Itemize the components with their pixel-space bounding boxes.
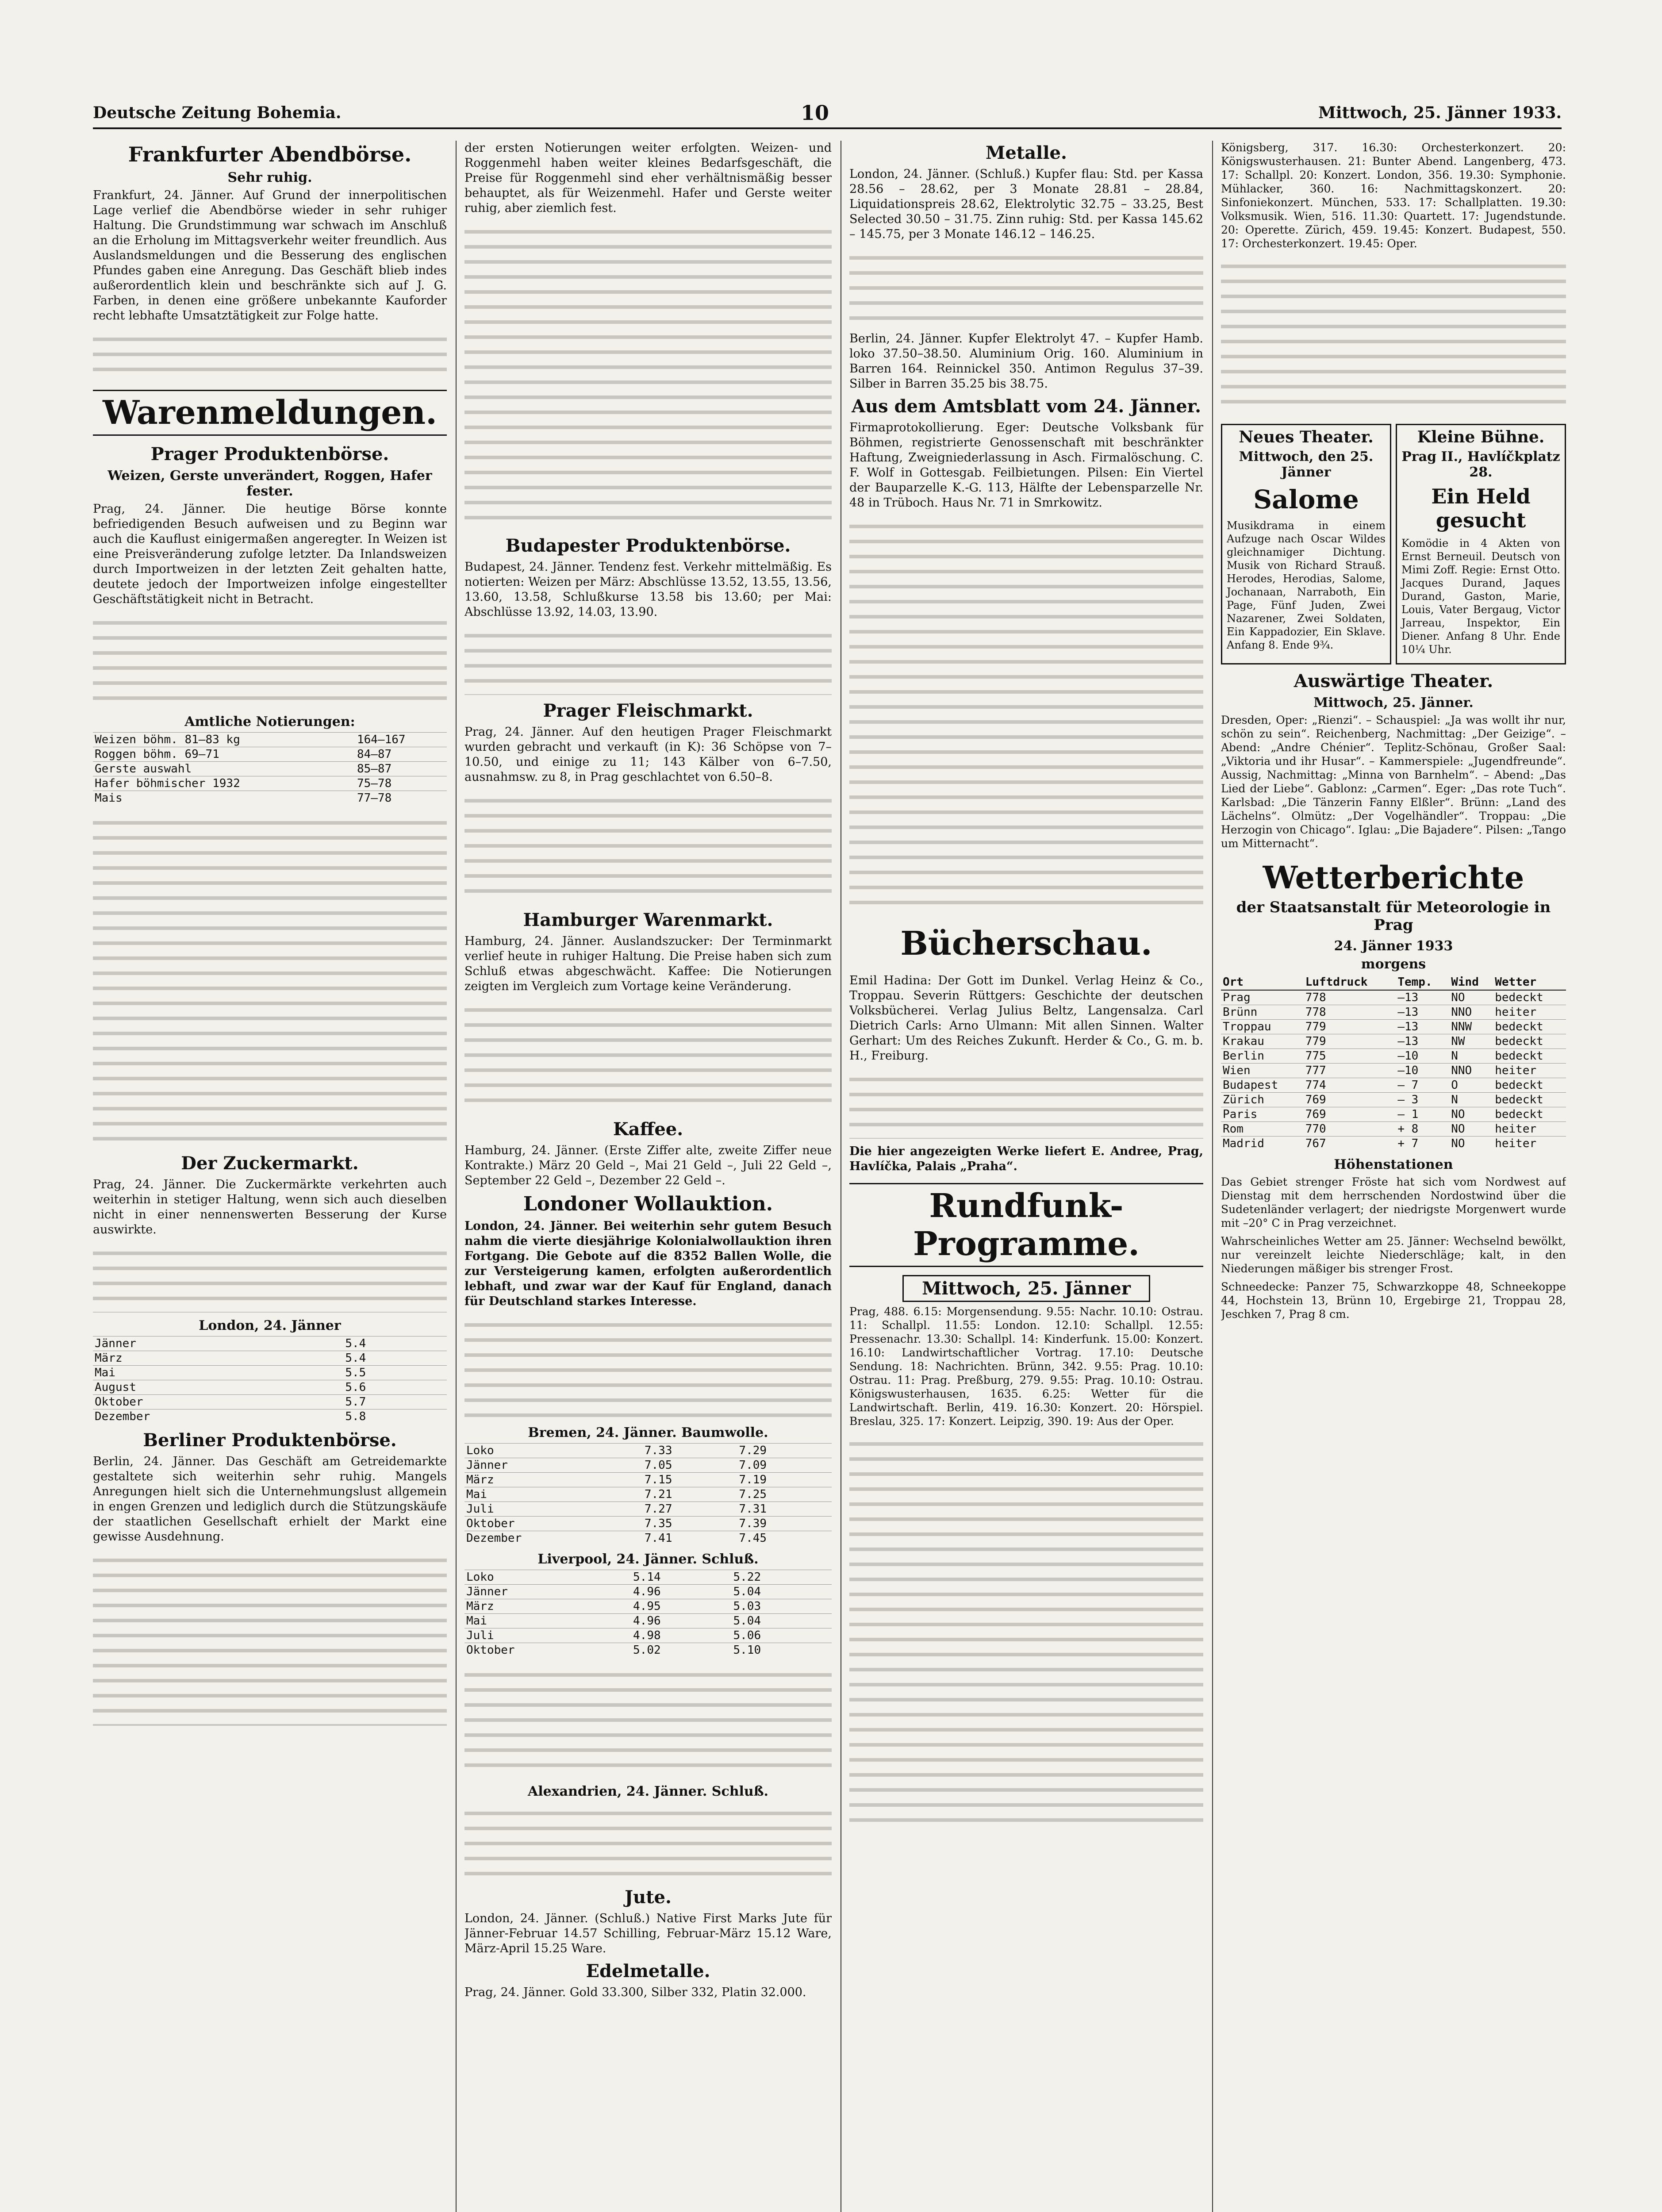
table-cell: 5.7 — [343, 1395, 447, 1409]
table-cell: –10 — [1396, 1049, 1449, 1064]
table-cell: 77–78 — [355, 791, 447, 806]
prager-produktenboerse-sub: Weizen, Gerste unverändert, Roggen, Hafer fester. — [107, 468, 432, 499]
berliner-produktenboerse-article: Berlin, 24. Jänner. Das Geschäft am Getreidemarkte gestaltete sich weiterhin sehr ruhig. Mangels Anregungen hielt sich die Unternehmungslust allgemein in engen Grenzen und lediglich durch die Stützungskäufe der staatlichen Gesellschaft erhielt der Markt eine gewisse Ausdehnung. — [93, 1455, 447, 1544]
table-cell: 5.04 — [732, 1585, 832, 1599]
table-cell: 770 — [1304, 1122, 1396, 1137]
table-cell: 7.15 — [643, 1473, 737, 1487]
table-cell: Loko — [464, 1444, 643, 1458]
table-cell: 7.33 — [643, 1444, 737, 1458]
metalle-heading: Metalle. — [986, 142, 1067, 163]
table-row — [464, 1643, 832, 1658]
radio-programme-continued: Königsberg, 317. 16.30: Orchesterkonzert. 20: Königswusterhausen. 21: Bunter Abend. Langenberg, 473. 17: Schallpl. 20: Konzert. London, 356. 19.30: Symphonie. Mühlacker, 360. 16: Nachmittagskonzert. 20: Sinfoniekonzert. München, 533. 17: Schallplatten. 19.30: Volksmusik. Wien, 516. 11.30: Quartett. 17: Jugendstunde. 20: Operette. Zürich, 459. 19.45: Konzert. Budapest, 550. 17: Orchesterkonzert. 19.45: Oper. — [1221, 141, 1566, 250]
table-cell: Roggen böhm. 69–71 — [93, 747, 355, 762]
table-row — [464, 1628, 832, 1643]
table-row — [1221, 1107, 1566, 1122]
table-cell: 7.41 — [643, 1531, 737, 1546]
table-row — [464, 1458, 832, 1473]
text-block — [93, 611, 447, 709]
frankfurt-heading: Frankfurter Abendbörse. — [128, 142, 412, 166]
table-cell: Loko — [464, 1570, 631, 1585]
table-cell: heiter — [1493, 1064, 1566, 1078]
table-cell: 5.02 — [631, 1643, 731, 1658]
budapest-article: Budapest, 24. Jänner. Tendenz fest. Verkehr mittelmäßig. Es notierten: Weizen per März: Abschlüsse 13.52, 13.55, 13.56, 13.60, 13.58, Schlußkurse 13.58 bis 13.60; per Mai: Abschlüsse 13.92, 14.03, 13.90. — [464, 560, 832, 619]
budapest-heading: Budapester Produktenbörse. — [505, 535, 791, 556]
table-row — [464, 1614, 832, 1628]
table-cell: 5.10 — [732, 1643, 832, 1658]
table-header-row — [1221, 975, 1566, 990]
table-cell: O — [1449, 1078, 1493, 1093]
table-row — [464, 1487, 832, 1502]
table-cell: Brünn — [1221, 1005, 1304, 1020]
table-cell: 5.5 — [343, 1366, 447, 1380]
text-block — [93, 1549, 447, 1726]
table-cell: 778 — [1304, 1005, 1396, 1020]
table-cell: –10 — [1396, 1064, 1449, 1078]
continued-article: der ersten Notierungen weiter erfolgten. Weizen- und Roggenmehl haben weiter kleines Bedarfsgeschäft, die Preise für Roggenmehl sind eher verhältnismäßig besser behauptet, als für Weizenmehl. Hafer und Gerste weiter ruhig, aber ziemlich fest. — [464, 141, 832, 215]
kaffee-article: Hamburg, 24. Jänner. (Erste Ziffer alte, zweite Ziffer neue Kontrakte.) März 20 Geld –, Mai 21 Geld –, Juli 22 Geld –, September 22 Geld –, Dezember 22 Geld –. — [464, 1144, 832, 1187]
table-cell: NNO — [1449, 1005, 1493, 1020]
table-row — [464, 1502, 832, 1517]
table-cell: Oktober — [464, 1517, 643, 1531]
column-3 — [849, 141, 1203, 2212]
table-cell: 5.04 — [732, 1614, 832, 1628]
table-cell: – 3 — [1396, 1093, 1449, 1107]
page-number: 10 — [801, 101, 829, 125]
table-cell: 7.25 — [737, 1487, 832, 1502]
bremen-cotton-table — [464, 1443, 832, 1545]
table-cell: 5.6 — [343, 1380, 447, 1395]
table-row — [93, 1409, 447, 1424]
table-cell: Juli — [464, 1628, 631, 1643]
table-cell: Oktober — [464, 1643, 631, 1658]
weather-subheading: der Staatsanstalt für Meteorologie in Prag — [1236, 899, 1551, 934]
kleine-buehne-show: Ein Held gesucht — [1431, 484, 1531, 532]
frankfurt-article: Frankfurt, 24. Jänner. Auf Grund der innerpolitischen Lage verlief die Abendbörse wieder in sehr ruhiger Haltung. Die Grundstimmung war schwach im Anschluß an die Erholung im Mittagsverkehr weiter freundlich. Aus Auslandsmeldungen und die Besserung des englischen Pfundes gaben eine Anregung. Das Geschäft blieb indes außerordentlich klein und beschränkte sich auf J. G. Farben, in denen eine größere unbekannte Kauforder recht lebhafte Umsatztätigkeit zur Folge hatte. — [93, 188, 447, 323]
rundfunk-programme: Prag, 488. 6.15: Morgensendung. 9.55: Nachr. 10.10: Ostrau. 11: Schallpl. 11.55: London. 12.10: Schallpl. 12.55: Pressenachr. 13.30: Schallpl. 14: Kinderfunk. 15.00: Konzert. 16.10: Landwirtschaftlicher Vortrag. 17.10: Deutsche Sendung. 18: Nachrichten. Brünn, 342. 9.55: Prag. 10.10: Ostrau. 11: Prag. Preßburg, 279. 9.55: Prag. 10.10: Ostrau. Königswusterhausen, 1635. 6.25: Wetter für die Landwirtschaft. Berlin, 419. 16.30: Konzert. 20: Hörspiel. Breslau, 325. 17: Konzert. Leipzig, 390. 19: Aus der Oper. — [849, 1305, 1203, 1428]
table-cell: August — [93, 1380, 343, 1395]
buecherschau-note: Die hier angezeigten Werke liefert E. Andree, Prag, Havlíčka, Palais „Praha“. — [849, 1144, 1203, 1173]
table-cell: NNW — [1449, 1020, 1493, 1034]
liverpool-cotton-table — [464, 1570, 832, 1657]
weather-date: 24. Jänner 1933 — [1334, 938, 1453, 954]
table-cell: –13 — [1396, 1020, 1449, 1034]
rundfunk-heading: Rundfunk-Programme. — [849, 1183, 1203, 1267]
table-cell: 4.96 — [631, 1614, 731, 1628]
table-cell: 769 — [1304, 1093, 1396, 1107]
newspaper-name: Deutsche Zeitung Bohemia. — [93, 104, 342, 122]
table-cell: bedeckt — [1493, 1078, 1566, 1093]
table-row — [464, 1444, 832, 1458]
table-block — [464, 1663, 832, 1778]
neues-theater-date: Mittwoch, den 25. Jänner — [1239, 449, 1374, 480]
issue-date: Mittwoch, 25. Jänner 1933. — [1318, 104, 1562, 122]
table-cell: Prag — [1221, 990, 1304, 1005]
column-divider — [456, 141, 457, 2212]
table-cell: 774 — [1304, 1078, 1396, 1093]
table-cell: Budapest — [1221, 1078, 1304, 1093]
table-cell: 4.96 — [631, 1585, 731, 1599]
prager-produktenboerse-article: Prag, 24. Jänner. Die heutige Börse konnte befriedigenden Besuch aufweisen und zu Beginn war auch die Kauflust einigermaßen angeregter. In Weizen ist eine Preisveränderung zufolge letzter. Da Inlandsweizen durch Importweizen in der letzten Zeit gehalten hatte, deutete jedoch der Importweizen infolge eingestellter Geschäftstätigkeit nicht in Betracht. — [93, 502, 447, 606]
table-cell: Madrid — [1221, 1137, 1304, 1151]
weather-time: morgens — [1361, 956, 1426, 972]
table-cell: Troppau — [1221, 1020, 1304, 1034]
table-row — [464, 1585, 832, 1599]
neues-theater — [1221, 424, 1391, 664]
table-row — [464, 1570, 832, 1585]
table-cell: 7.29 — [737, 1444, 832, 1458]
table-cell: 5.14 — [631, 1570, 731, 1585]
column-1 — [93, 141, 447, 2212]
table-row — [93, 1336, 447, 1351]
table-row — [1221, 1093, 1566, 1107]
table-cell: + 8 — [1396, 1122, 1449, 1137]
table-cell: 75–78 — [355, 776, 447, 791]
table-cell: März — [464, 1599, 631, 1614]
table-cell: bedeckt — [1493, 1034, 1566, 1049]
table-cell: Zürich — [1221, 1093, 1304, 1107]
text-block — [849, 246, 1203, 326]
table-cell: 769 — [1304, 1107, 1396, 1122]
table-cell: Mai — [464, 1487, 643, 1502]
table-cell: –13 — [1396, 1034, 1449, 1049]
column-header: Temp. — [1396, 975, 1449, 990]
table-row — [93, 776, 447, 791]
zuckermarkt-article: Prag, 24. Jänner. Die Zuckermärkte verkehrten auch weiterhin in stetiger Haltung, wenn sich auch dieselben nicht in einer nennenswerten Besserung der Kurse auswirkte. — [93, 1178, 447, 1237]
auswaertige-theater-heading: Auswärtige Theater. — [1294, 671, 1493, 691]
table-cell: Krakau — [1221, 1034, 1304, 1049]
text-block — [849, 515, 1203, 913]
berlin-metalle-article: Berlin, 24. Jänner. Kupfer Elektrolyt 47. – Kupfer Hamb. loko 37.50–38.50. Aluminium Orig. 160. Aluminium in Barren 164. Reinnickel 350. Antimon Regulus 37–39. Silber in Barren 35.25 bis 38.75. — [849, 332, 1203, 391]
table-block — [464, 1802, 832, 1882]
table-cell: bedeckt — [1493, 990, 1566, 1005]
column-2 — [464, 141, 832, 2212]
table-cell: 164–167 — [355, 733, 447, 747]
table-row — [93, 762, 447, 776]
table-cell: –13 — [1396, 990, 1449, 1005]
table-cell: 7.31 — [737, 1502, 832, 1517]
kleine-buehne-title: Kleine Bühne. — [1417, 428, 1545, 446]
text-block — [1221, 255, 1566, 414]
table-cell: NO — [1449, 1137, 1493, 1151]
column-header: Wind — [1449, 975, 1493, 990]
table-row — [1221, 1122, 1566, 1137]
edelmetalle-heading: Edelmetalle. — [586, 1961, 710, 1982]
table-row — [93, 733, 447, 747]
table-cell: Jänner — [464, 1458, 643, 1473]
price-list-block — [93, 811, 447, 1148]
table-row — [464, 1473, 832, 1487]
prager-produktenboerse-heading: Prager Produktenbörse. — [150, 444, 389, 465]
table-cell: Mai — [93, 1366, 343, 1380]
neues-theater-title: Neues Theater. — [1239, 428, 1374, 446]
edelmetalle-article: Prag, 24. Jänner. Gold 33.300, Silber 332, Platin 32.000. — [464, 1985, 806, 1999]
table-cell: – 1 — [1396, 1107, 1449, 1122]
bremen-heading: Bremen, 24. Jänner. Baumwolle. — [528, 1425, 768, 1440]
weather-table — [1221, 975, 1566, 1151]
table-cell: NNO — [1449, 1064, 1493, 1078]
table-cell: 7.39 — [737, 1517, 832, 1531]
text-block — [464, 220, 832, 530]
table-cell: bedeckt — [1493, 1107, 1566, 1122]
table-cell: Mai — [464, 1614, 631, 1628]
table-row — [93, 1380, 447, 1395]
jute-article: London, 24. Jänner. (Schluß.) Native First Marks Jute für Jänner-Februar 14.57 Schilling, Februar-März 15.12 Ware, März-April 15.25 Ware. — [464, 1912, 832, 1955]
column-header: Wetter — [1493, 975, 1566, 990]
weather-stations-heading: Höhenstationen — [1334, 1157, 1453, 1172]
table-cell: Mais — [93, 791, 355, 806]
table-cell: 778 — [1304, 990, 1396, 1005]
table-cell: Wien — [1221, 1064, 1304, 1078]
table-row — [93, 1351, 447, 1366]
table-cell: NO — [1449, 1122, 1493, 1137]
table-cell: Jänner — [93, 1336, 343, 1351]
neues-theater-cast: Musikdrama in einem Aufzuge nach Oscar Wildes gleichnamiger Dichtung. Musik von Richard Strauß. Herodes, Herodias, Salome, Jochanaan, Narraboth, Ein Page, Fünf Juden, Zwei Nazarener, Zwei Soldaten, Ein Kappadozier, Ein Sklave. Anfang 8. Ende 9¾. — [1227, 519, 1386, 651]
table-cell: 4.95 — [631, 1599, 731, 1614]
text-block — [464, 624, 832, 695]
wollauktion-article: London, 24. Jänner. Bei weiterhin sehr gutem Besuch nahm die vierte diesjährige Kolonialwollauktion ihren Fortgang. Die Gebote auf die 8352 Ballen Wolle, die zur Versteigerung kamen, erfolgten außerordentlich lebhaft, und zwar war der Kauf für England, danach für Deutschland starkes Interesse. — [464, 1219, 832, 1308]
london-sugar-table — [93, 1336, 447, 1424]
table-cell: Jänner — [464, 1585, 631, 1599]
table-row — [464, 1599, 832, 1614]
table-cell: 767 — [1304, 1137, 1396, 1151]
buecherschau-article: Emil Hadina: Der Gott im Dunkel. Verlag Heinz & Co., Troppau. Severin Rüttgers: Geschichte der deutschen Volksbücherei. Verlag Julius Beltz, Langensalza. Carl Dietrich Carls: Arno Ulmann: Mit allen Sinnen. Walter Gerhart: Um des Reiches Zukunft. Herder & Co., G. m. b. H., Freiburg. — [849, 974, 1203, 1063]
table-cell: 7.05 — [643, 1458, 737, 1473]
text-block — [849, 1068, 1203, 1139]
weather-heading: Wetterberichte — [1263, 859, 1524, 896]
table-cell: – 7 — [1396, 1078, 1449, 1093]
table-cell: 5.03 — [732, 1599, 832, 1614]
jute-heading: Jute. — [625, 1887, 672, 1908]
price-table — [93, 732, 447, 805]
table-cell: 5.4 — [343, 1336, 447, 1351]
kleine-buehne-address: Prag II., Havlíčkplatz 28. — [1401, 449, 1560, 480]
table-cell: 7.09 — [737, 1458, 832, 1473]
table-cell: 775 — [1304, 1049, 1396, 1064]
table-cell: + 7 — [1396, 1137, 1449, 1151]
table-cell: 84–87 — [355, 747, 447, 762]
table-cell: Hafer böhmischer 1932 — [93, 776, 355, 791]
liverpool-heading: Liverpool, 24. Jänner. Schluß. — [537, 1551, 759, 1567]
table-cell: heiter — [1493, 1122, 1566, 1137]
text-block — [93, 1242, 447, 1313]
kaffee-heading: Kaffee. — [613, 1119, 683, 1140]
table-row — [93, 747, 447, 762]
table-cell: 5.8 — [343, 1409, 447, 1424]
table-cell: NO — [1449, 1107, 1493, 1122]
table-row — [93, 1366, 447, 1380]
table-cell: 777 — [1304, 1064, 1396, 1078]
weather-forecast: Wahrscheinliches Wetter am 25. Jänner: Wechselnd bewölkt, nur vereinzelt leichte Niederschläge; kalt, in den Niederungen mäßiger bis strenger Frost. — [1221, 1235, 1566, 1275]
table-cell: 5.06 — [732, 1628, 832, 1643]
table-cell: 85–87 — [355, 762, 447, 776]
table-cell: 7.21 — [643, 1487, 737, 1502]
table-cell: 4.98 — [631, 1628, 731, 1643]
table-cell: 779 — [1304, 1020, 1396, 1034]
table-cell: 7.45 — [737, 1531, 832, 1546]
column-header: Luftdruck — [1304, 975, 1396, 990]
table-cell: N — [1449, 1093, 1493, 1107]
table-cell: –13 — [1396, 1005, 1449, 1020]
amtliche-notierungen-heading: Amtliche Notierungen: — [184, 714, 355, 730]
table-cell: bedeckt — [1493, 1093, 1566, 1107]
kleine-buehne-cast: Komödie in 4 Akten von Ernst Berneuil. Deutsch von Mimi Zoff. Regie: Ernst Otto. Jacques Durand, Jaques Durand, Gaston, Marie, Louis, Vater Bergaug, Victor Jarreau, Inspektor, Ein Diener. Anfang 8 Uhr. Ende 10¼ Uhr. — [1401, 537, 1560, 656]
table-cell: NW — [1449, 1034, 1493, 1049]
table-cell: März — [93, 1351, 343, 1366]
table-cell: Rom — [1221, 1122, 1304, 1137]
table-cell: Paris — [1221, 1107, 1304, 1122]
neues-theater-show: Salome — [1253, 484, 1359, 515]
auswaertige-theater-list: Dresden, Oper: „Rienzi“. – Schauspiel: „Ja was wollt ihr nur, schön zu sein“. Reichenberg, Nachmittag: „Der Geizige“. – Abend: „Andre Chénier“. Teplitz-Schönau, Großer Saal: „Viktoria und ihr Husar“. – Kammerspiele: „Jugendfreunde“. Aussig, Nachmittag: „Minna von Barnhelm“. – Abend: „Das Lied der Liebe“. Gablonz: „Carmen“. Eger: „Das rote Tuch“. Karlsbad: „Die Tänzerin Fanny Elßler“. Brünn: „Land des Lächelns“. Olmütz: „Der Vogelhändler“. Troppau: „Die Herzogin von Chicago“. Iglau: „Die Bajadere“. Pilsen: „Tango um Mitternacht“. — [1221, 714, 1566, 850]
weather-section — [1221, 859, 1566, 1321]
weather-outlook: Das Gebiet strenger Fröste hat sich vom Nordwest auf Dienstag mit dem herrschenden Nordostwind über die Sudetenländer verlagert; der niedrigste Morgenwert wurde mit –20° C in Prag verzeichnet. — [1221, 1175, 1566, 1229]
berliner-produktenboerse-heading: Berliner Produktenbörse. — [143, 1430, 397, 1451]
metalle-article: London, 24. Jänner. (Schluß.) Kupfer flau: Std. per Kassa 28.56 – 28.62, per 3 Monate 28.81 – 28.84, Liquidationspreis 28.62, Elektrolytic 32.75 – 33.25, Best Selected 30.50 – 31.75. Zinn ruhig: Std. per Kassa 145.62 – 145.75, per 3 Monate 146.12 – 146.25. — [849, 167, 1203, 241]
frankfurt-subheading: Sehr ruhig. — [227, 170, 312, 185]
hamburg-article: Hamburg, 24. Jänner. Auslandszucker: Der Terminmarkt verlief heute in ruhiger Haltung. Die Preise haben sich zum Schluß etwas abgeschwächt. Kaffee: Die Notierungen zeigten im Vergleich zum Vortage keine Veränderung. — [464, 934, 832, 993]
text-block — [464, 998, 832, 1114]
table-row — [464, 1531, 832, 1546]
alexandrien-heading: Alexandrien, 24. Jänner. Schluß. — [528, 1784, 768, 1799]
table-cell: Gerste auswahl — [93, 762, 355, 776]
table-cell: 7.35 — [643, 1517, 737, 1531]
table-cell: Dezember — [93, 1409, 343, 1424]
table-cell: heiter — [1493, 1005, 1566, 1020]
table-cell: Berlin — [1221, 1049, 1304, 1064]
table-cell: 7.27 — [643, 1502, 737, 1517]
auswaertige-theater-date: Mittwoch, 25. Jänner. — [1313, 695, 1474, 710]
text-block — [464, 789, 832, 904]
text-block — [464, 1313, 832, 1420]
fleischmarkt-heading: Prager Fleischmarkt. — [543, 700, 753, 721]
table-cell: 779 — [1304, 1034, 1396, 1049]
table-cell: 7.19 — [737, 1473, 832, 1487]
table-row — [1221, 1034, 1566, 1049]
table-cell: Dezember — [464, 1531, 643, 1546]
column-4 — [1221, 141, 1566, 2212]
amtsblatt-heading: Aus dem Amtsblatt vom 24. Jänner. — [851, 396, 1201, 417]
kleine-buehne — [1396, 424, 1566, 664]
table-cell: NO — [1449, 990, 1493, 1005]
table-cell: Oktober — [93, 1395, 343, 1409]
table-row — [464, 1517, 832, 1531]
rundfunk-date-box: Mittwoch, 25. Jänner — [902, 1275, 1150, 1302]
table-cell: 5.22 — [732, 1570, 832, 1585]
table-cell: bedeckt — [1493, 1020, 1566, 1034]
table-cell: März — [464, 1473, 643, 1487]
hamburg-heading: Hamburger Warenmarkt. — [523, 910, 773, 930]
text-block — [93, 328, 447, 381]
buecherschau-heading: Bücherschau. — [900, 925, 1152, 963]
page-header — [93, 101, 1562, 129]
zuckermarkt-heading: Der Zuckermarkt. — [181, 1153, 359, 1174]
warenmeldungen-heading: Warenmeldungen. — [93, 390, 447, 436]
fleischmarkt-article: Prag, 24. Jänner. Auf den heutigen Prager Fleischmarkt wurden gebracht und verkauft (in K): 36 Schöpse von 7–10.50, und einige zu 11; 143 Kälber von 6–7.50, ausnahmsw. zu 8, in Prag geschlachtet von 6.50–8. — [464, 725, 832, 784]
table-cell: 5.4 — [343, 1351, 447, 1366]
table-row — [93, 791, 447, 806]
table-cell: bedeckt — [1493, 1049, 1566, 1064]
table-cell: heiter — [1493, 1137, 1566, 1151]
table-cell: Juli — [464, 1502, 643, 1517]
table-row — [93, 1395, 447, 1409]
table-cell: Weizen böhm. 81–83 kg — [93, 733, 355, 747]
column-divider — [1212, 141, 1213, 2212]
text-block — [849, 1432, 1203, 1831]
table-row — [1221, 990, 1566, 1005]
weather-snow: Schneedecke: Panzer 75, Schwarzkoppe 48, Schneekoppe 44, Hochstein 13, Brünn 10, Ergebirge 21, Troppau 28, Jeschken 7, Prag 8 cm. — [1221, 1280, 1566, 1321]
table-row — [1221, 1064, 1566, 1078]
table-cell: N — [1449, 1049, 1493, 1064]
theater-row — [1221, 419, 1566, 669]
table-row — [1221, 1020, 1566, 1034]
amtsblatt-article: Firmaprotokollierung. Eger: Deutsche Volksbank für Böhmen, registrierte Genossenschaft mit beschränkter Haftung, Zweigniederlassung in Asch. Firmalöschung. C. F. Wolf in Gottesgab. Feilbietungen. Pilsen: Ein Viertel der Bauparzelle K.-G. 113, Hälfte der Lebensparzelle Nr. 48 in Trüboch. Haus Nr. 71 in Smrkowitz. — [849, 421, 1203, 510]
table-row — [1221, 1049, 1566, 1064]
table-row — [1221, 1078, 1566, 1093]
table-row — [1221, 1005, 1566, 1020]
london-sugar-heading: London, 24. Jänner — [199, 1318, 341, 1333]
table-row — [1221, 1137, 1566, 1151]
column-header: Ort — [1221, 975, 1304, 990]
wollauktion-heading: Londoner Wollauktion. — [523, 1193, 773, 1215]
